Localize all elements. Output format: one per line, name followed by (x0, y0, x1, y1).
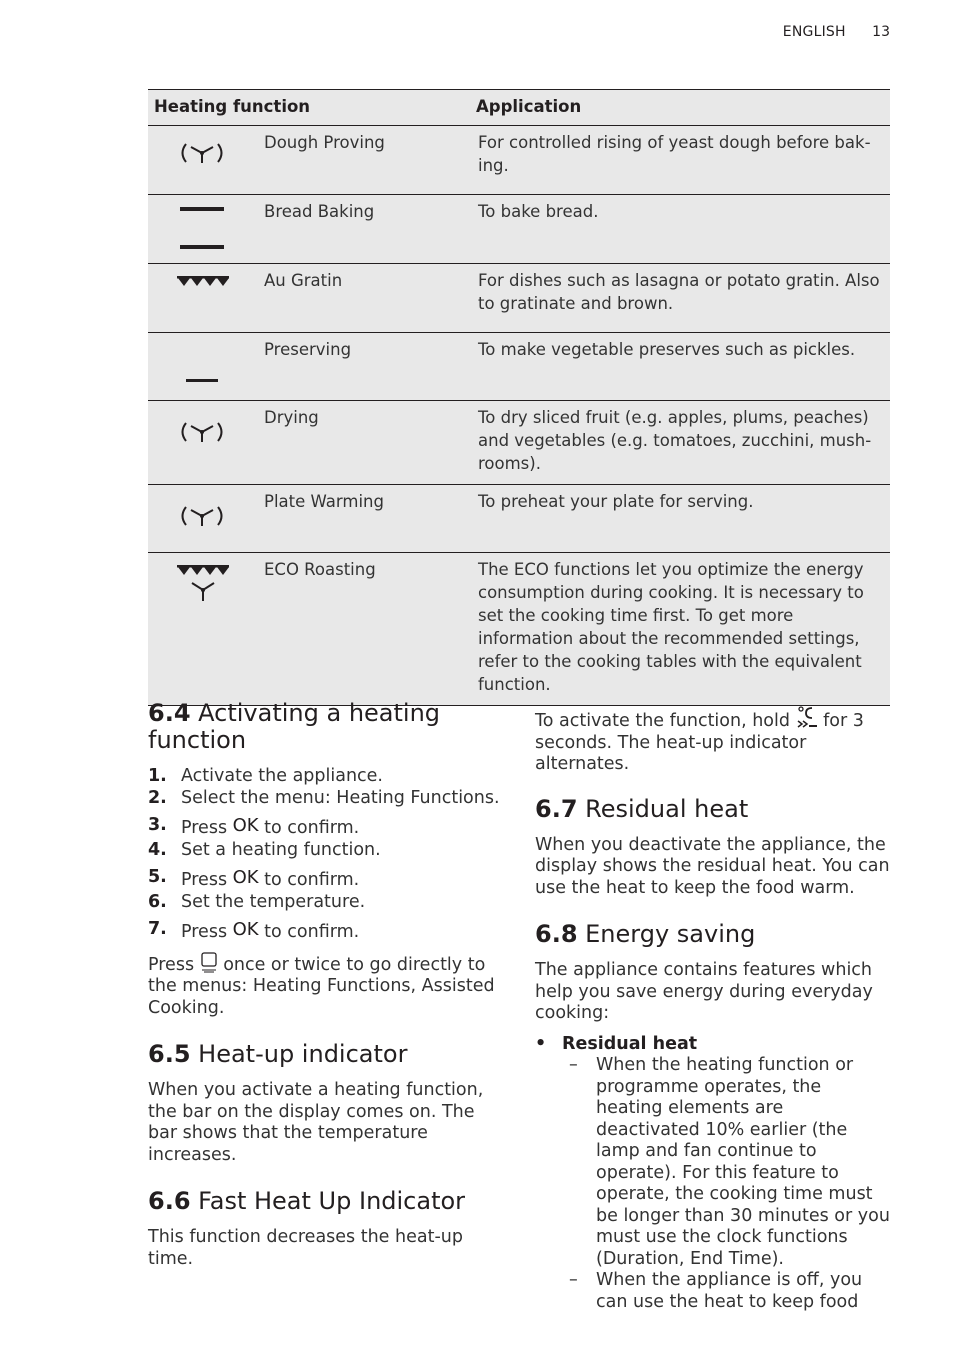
temperature-fast-heat-icon (796, 706, 818, 730)
fast-heat-instructions: To activate the function, hold for 3 seconds. The heat-up indicator alternates. (535, 706, 890, 776)
function-application: To dry sliced fruit (e.g. apples, plums, peaches) and vegetables (e.g. tomatoes, zucchini, mush-rooms). (470, 401, 890, 485)
function-application: To preheat your plate for serving. (470, 485, 890, 553)
section-6-6-title: 6.6 Fast Heat Up Indicator (148, 1187, 466, 1215)
function-application: To make vegetable preserves such as pickles. (470, 333, 890, 401)
function-name: Drying (242, 401, 470, 485)
list-item: 7. Press OK to confirm. (148, 919, 360, 942)
list-item: 6. Set the temperature. (148, 891, 366, 912)
function-name: Au Gratin (242, 264, 470, 333)
section-6-7-title: 6.7 Residual heat (535, 794, 749, 823)
list-item: 2. Select the menu: Heating Functions. (148, 787, 500, 808)
fan-tripod-icon (174, 138, 230, 194)
list-item: 4. Set a heating function. (148, 839, 381, 860)
function-name: Preserving (242, 333, 470, 401)
function-application: For dishes such as lasagna or potato gratin. Also to gratinate and brown. (470, 264, 890, 333)
bullet-residual-heat: • Residual heat (535, 1033, 698, 1054)
heating-functions-table (148, 89, 890, 706)
ok-button-icon: OK (232, 919, 259, 940)
list-item: 5. Press OK to confirm. (148, 867, 360, 890)
section-6-5-body: When you activate a heating function, the bar on the display comes on. The bar shows that the temperature increases. (148, 1080, 484, 1165)
section-6-8-body: The appliance contains features which help you save energy during everyday cooking: (535, 960, 873, 1023)
page-header (783, 24, 890, 40)
fan-tripod-icon (174, 497, 230, 553)
table-row (148, 553, 890, 706)
ok-button-icon: OK (232, 867, 259, 888)
column-header-application: Application (470, 90, 890, 126)
bottom-heat-icon (174, 345, 230, 401)
ok-button-icon: OK (232, 815, 259, 836)
menu-note: Press once or twice to go directly to the menus: Heating Functions, Assisted Cooking. (148, 952, 508, 1020)
table-row (148, 264, 890, 333)
section-6-6-body: This function decreases the heat-up time. (148, 1227, 463, 1269)
top-bottom-heat-icon (174, 207, 230, 263)
function-name: ECO Roasting (242, 553, 470, 706)
list-item: 1. Activate the appliance. (148, 766, 383, 786)
function-name: Bread Baking (242, 195, 470, 264)
language-label: ENGLISH (782, 24, 846, 40)
table-row (148, 126, 890, 195)
fan-tripod-icon (174, 413, 230, 469)
table-header-row (148, 90, 890, 126)
table-row (148, 401, 890, 485)
table-row (148, 195, 890, 264)
column-header-heating-function: Heating function (148, 90, 470, 126)
section-6-5-title: 6.5 Heat-up indicator (148, 1040, 408, 1068)
section-6-7-body: When you deactivate the appliance, the display shows the residual heat. You can use the heat to keep the food warm. (535, 834, 890, 898)
menu-button-icon (200, 952, 218, 974)
function-application: The ECO functions let you optimize the energy consumption during cooking. It is necessary to set the cooking time first. To get more information about the recommended settings, refer to the cooking tables with the equivalent function. (470, 553, 890, 706)
section-6-4-title: 6.4 Activating a heating function (148, 699, 441, 754)
list-item: 3. Press OK to confirm. (148, 815, 360, 838)
function-application: To bake bread. (470, 195, 890, 264)
page-number: 13 (872, 24, 890, 40)
dash-item: – When the heating function or programme operates, the heating elements are deactivated 10% earlier (the lamp and fan continue to operate). For this feature to operate, the cooking time must be longer than 30 minutes or you must use the clock functions (Duration, End Time). (569, 1055, 890, 1269)
function-name: Plate Warming (242, 485, 470, 553)
function-application: For controlled rising of yeast dough before bak-ing. (470, 126, 890, 195)
table-row (148, 333, 890, 401)
activation-steps (148, 766, 508, 944)
right-column (535, 700, 890, 1313)
dash-item: – When the appliance is off, you can use the heat to keep food (569, 1270, 863, 1312)
section-6-8-title: 6.8 Energy saving (535, 920, 756, 948)
grill-fan-icon (174, 565, 230, 621)
table-row (148, 485, 890, 553)
left-column (148, 700, 508, 1270)
function-name: Dough Proving (242, 126, 470, 195)
grill-icon (174, 276, 230, 332)
